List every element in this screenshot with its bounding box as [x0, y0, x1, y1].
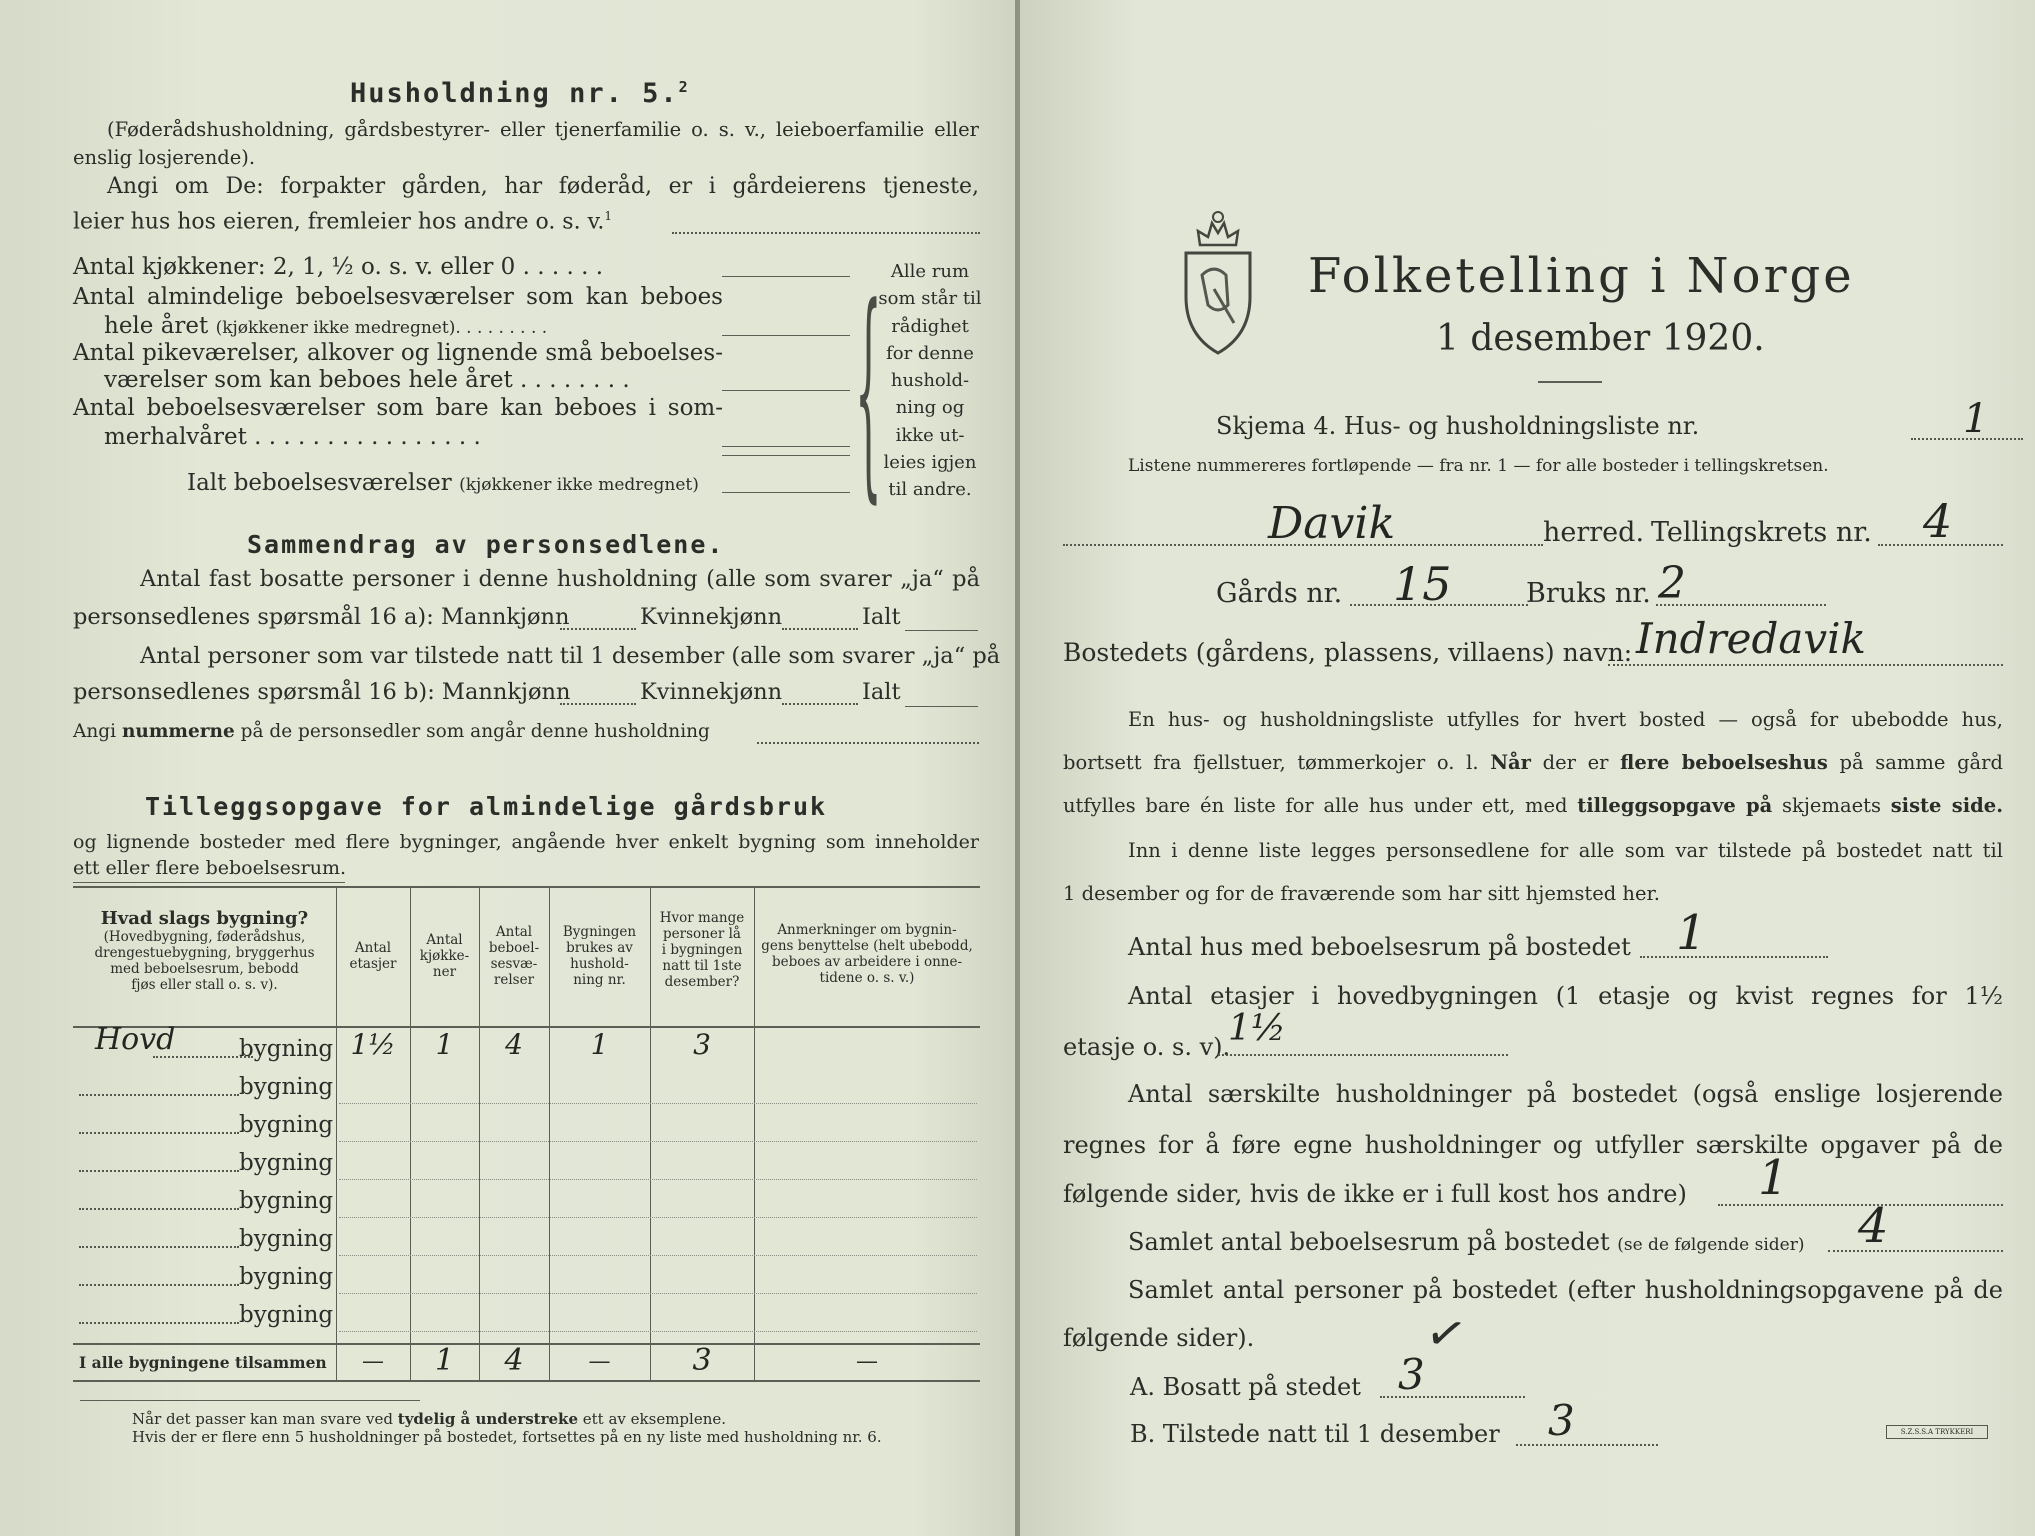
- bosatt-line: [1380, 1396, 1525, 1398]
- hus-label: Antal hus med beboelsesrum på bostedet: [1128, 933, 1631, 961]
- intro-line-1: (Føderådshusholdning, gårdsbestyrer- eller tjenerfamilie o. s. v., leieboerfamilie eller: [107, 118, 979, 141]
- household-title: Husholdning nr. 5.$^2$: [350, 78, 690, 109]
- tellingskrets-line: [1878, 544, 2003, 546]
- herred-line: [1063, 544, 1543, 546]
- pike-label-1: Antal pikeværelser, alkover og lignende små beboelses-: [73, 340, 723, 366]
- kvinne-16b: [782, 703, 858, 705]
- tillegg-line-2: ett eller flere beboelsesrum.: [73, 857, 347, 879]
- tillegg-heading: Tilleggsopgave for almindelige gårdsbruk: [145, 792, 828, 821]
- table-row: bygning: [73, 1256, 980, 1294]
- summary-line-1: Antal fast bosatte personer i denne husholdning (alle som svarer „ja“ på: [140, 566, 980, 592]
- etasjer-line: [1218, 1054, 1508, 1056]
- etasjer-line-1: Antal etasjer i hovedbygningen (1 etasje og kvist regnes for 1½: [1128, 982, 2003, 1010]
- etasjer-line-2: etasje o. s. v).: [1063, 1033, 1231, 1061]
- herred-label: herred.: [1543, 517, 1645, 548]
- bosted-line: [1608, 664, 2003, 666]
- table-total-row: I alle bygningene tilsammen — 1 4 — 3 —: [79, 1343, 878, 1378]
- bosted-label: Bostedets (gårdens, plassens, villaens) navn:: [1063, 638, 1633, 667]
- alm-label-2: hele året (kjøkkener ikke medregnet). . . . . . . . .: [104, 313, 548, 339]
- coat-of-arms-icon: [1178, 205, 1258, 355]
- nummerne-answer: [757, 742, 979, 744]
- tellingskrets-value: 4: [1923, 494, 1953, 548]
- angi-answer-line: [672, 232, 980, 234]
- angi-nummerne: Angi nummerne på de personsedler som angår denne husholdning: [73, 721, 710, 742]
- samlet-pers-line-1: Samlet antal personer på bostedet (efter husholdningsopgavene på de: [1128, 1276, 2003, 1304]
- census-date: 1 desember 1920.: [1436, 318, 1765, 359]
- bruks-value: 2: [1658, 558, 1686, 609]
- intro-line-2: enslig losjerende).: [73, 146, 256, 169]
- check-mark-icon: ✓: [1420, 1302, 1472, 1366]
- census-title: Folketelling i Norge: [1308, 248, 1855, 304]
- sommer-answer: [722, 446, 850, 447]
- skjema-label: Skjema 4. Hus- og husholdningsliste nr.: [1216, 412, 1700, 440]
- ialt-label-16b: Ialt: [862, 679, 901, 705]
- gards-value: 15: [1393, 557, 1452, 611]
- table-row: bygning: [73, 1180, 980, 1218]
- bosted-value: Indredavik: [1636, 614, 1866, 663]
- building-name-handwritten: Hovd: [95, 1022, 176, 1057]
- angi-line-1: Angi om De: forpakter gården, har føderåd, er i gårdeierens tjeneste,: [107, 174, 979, 199]
- summary-line-3: Antal personer som var tilstede natt til 1 desember (alle som svarer „ja“ på: [140, 643, 1001, 669]
- para1-line-3: utfylles bare én liste for alle hus under ett, med tilleggsopgave på skjemaets siste side.: [1063, 794, 2003, 817]
- table-row: bygning: [73, 1066, 980, 1104]
- para1-line-2: bortsett fra fjellstuer, tømmerkojer o. l. Når der er flere beboelseshus på samme gård: [1063, 751, 2003, 774]
- ialt-label-16a: Ialt: [862, 604, 901, 630]
- tilstede-line: [1516, 1444, 1658, 1446]
- kjokkener-label: Antal kjøkkener: 2, 1, ½ o. s. v. eller 0 . . . . . .: [73, 254, 604, 280]
- ialt-16b: [905, 706, 978, 707]
- liste-nr-line: [1911, 438, 2023, 440]
- col-header-etasjer: Antal etasjer: [349, 940, 397, 972]
- building-table: [73, 886, 980, 1382]
- samlet-rum-label: Samlet antal beboelsesrum på bostedet (se de følgende sider): [1128, 1228, 1805, 1256]
- sars-line-2: regnes for å føre egne husholdninger og utfyller særskilte opgaver på de: [1063, 1131, 2003, 1159]
- mann-16b: [560, 703, 636, 705]
- right-page: [1018, 0, 2035, 1536]
- footnote-1: Når det passer kan man svare ved tydelig å understreke ett av eksemplene.: [132, 1410, 727, 1428]
- col-header-anmerkninger: Anmerkninger om bygnin- gens benyttelse (helt ubebodd, beboes av arbeidere i onne- tidene o. s. v.): [761, 922, 973, 986]
- table-row: bygning: [73, 1218, 980, 1256]
- hus-line: [1640, 956, 1828, 958]
- alm-label-1: Antal almindelige beboelsesværelser som kan beboes: [73, 284, 723, 310]
- kjokkener-answer: [722, 276, 850, 277]
- hus-value: 1: [1676, 905, 1707, 961]
- gards-label: Gårds nr.: [1216, 578, 1343, 609]
- liste-nr-value: 1: [1963, 396, 1989, 442]
- herred-value: Davik: [1268, 498, 1396, 549]
- title-rule: [1538, 381, 1602, 383]
- left-page: [0, 0, 1017, 1536]
- ialt-16a: [905, 630, 978, 631]
- ialt-answer: [722, 492, 850, 493]
- col-header-vaerelser: Antal beboel- sesvæ- relser: [488, 924, 540, 988]
- para2-line-2: 1 desember og for de fraværende som har sitt hjemsted her.: [1063, 882, 1660, 905]
- para1-line-1: En hus- og husholdningsliste utfylles for hvert bosted — også for ubebodde hus,: [1128, 708, 2003, 731]
- sars-line-3: følgende sider, hvis de ikke er i full kost hos andre): [1063, 1180, 1687, 1208]
- sommer-label-2: merhalvåret . . . . . . . . . . . . . . . .: [104, 424, 481, 450]
- bosatt-label: A. Bosatt på stedet: [1130, 1373, 1361, 1401]
- mann-16a: [560, 628, 636, 630]
- summary-line-2: personsedlenes spørsmål 16 a): Mannkjønn: [73, 604, 570, 630]
- sars-value: 1: [1758, 1150, 1789, 1206]
- ialt-label: Ialt beboelsesværelser (kjøkkener ikke medregnet): [187, 470, 699, 496]
- pike-label-2: værelser som kan beboes hele året . . . . . . . .: [104, 367, 630, 393]
- table-row: Hovd bygning 1½ 1 4 1 3: [95, 1022, 711, 1062]
- gards-line: [1350, 604, 1528, 606]
- table-row: bygning: [73, 1142, 980, 1180]
- numbering-note: Listene nummereres fortløpende — fra nr. 1 — for alle bosteder i tellingskretsen.: [1128, 456, 1829, 476]
- alm-answer: [722, 335, 850, 336]
- col-header-kjokkener: Antal kjøkke- ner: [419, 932, 470, 980]
- bosatt-value: 3: [1398, 1350, 1425, 1399]
- bruks-label: Bruks nr.: [1526, 578, 1651, 609]
- tilstede-label: B. Tilstede natt til 1 desember: [1130, 1420, 1500, 1448]
- summary-heading: Sammendrag av personsedlene.: [247, 530, 725, 559]
- tilstede-value: 3: [1548, 1396, 1575, 1445]
- summary-line-4: personsedlenes spørsmål 16 b): Mannkjønn: [73, 679, 571, 705]
- samlet-rum-line: [1828, 1250, 2003, 1252]
- tellingskrets-label: Tellingskrets nr.: [1651, 517, 1872, 548]
- tillegg-line-1: og lignende bosteder med flere bygninger, angående hver enkelt bygning som inneholder: [73, 831, 979, 853]
- page-fold: [1015, 0, 1020, 1536]
- rooms-side-note: Alle rum som står til rådighet for denne hushold- ning og ikke ut- leies igjen til andre.: [878, 261, 982, 501]
- footnote-rule: [80, 1400, 420, 1401]
- bruks-line: [1656, 604, 1826, 606]
- footnote-2: Hvis der er flere enn 5 husholdninger på bostedet, fortsettes på en ny liste med husholdning nr. 6.: [132, 1428, 882, 1446]
- pike-answer: [722, 390, 850, 391]
- printer-stamp: S.Z.S.S.A TRYKKERI: [1886, 1425, 1988, 1439]
- samlet-pers-line-2: følgende sider).: [1063, 1324, 1255, 1352]
- kvinne-label-16b: Kvinnekjønn: [640, 679, 783, 705]
- col-header-husholdning: Bygningen brukes av hushold- ning nr.: [562, 924, 637, 988]
- kvinne-16a: [782, 628, 858, 630]
- sommer-answer-2: [722, 455, 850, 456]
- table-row: bygning: [73, 1104, 980, 1142]
- etasjer-value: 1½: [1228, 1008, 1286, 1049]
- sars-line-1: Antal særskilte husholdninger på bostedet (også enslige losjerende: [1128, 1080, 2003, 1108]
- rooms-brace: {: [855, 258, 882, 523]
- samlet-rum-value: 4: [1858, 1198, 1889, 1254]
- col-header-type: Hvad slags bygning? (Hovedbygning, føderådshus, drengestuebygning, bryggerhus med beboelsesrum, bebodd fjøs eller stall o. s. v).: [94, 908, 315, 993]
- para2-line-1: Inn i denne liste legges personsedlene for alle som var tilstede på bostedet natt til: [1128, 839, 2003, 862]
- table-row: bygning: [73, 1294, 980, 1332]
- tillegg-rule: [73, 882, 345, 883]
- col-header-personer: Hvor mange personer lå i bygningen natt til 1ste desember?: [659, 910, 745, 990]
- kvinne-label-16a: Kvinnekjønn: [640, 604, 783, 630]
- angi-line-2: leier hus hos eieren, fremleier hos andre o. s. v.$^1$: [73, 209, 613, 235]
- sommer-label-1: Antal beboelsesværelser som bare kan beboes i som-: [73, 395, 723, 421]
